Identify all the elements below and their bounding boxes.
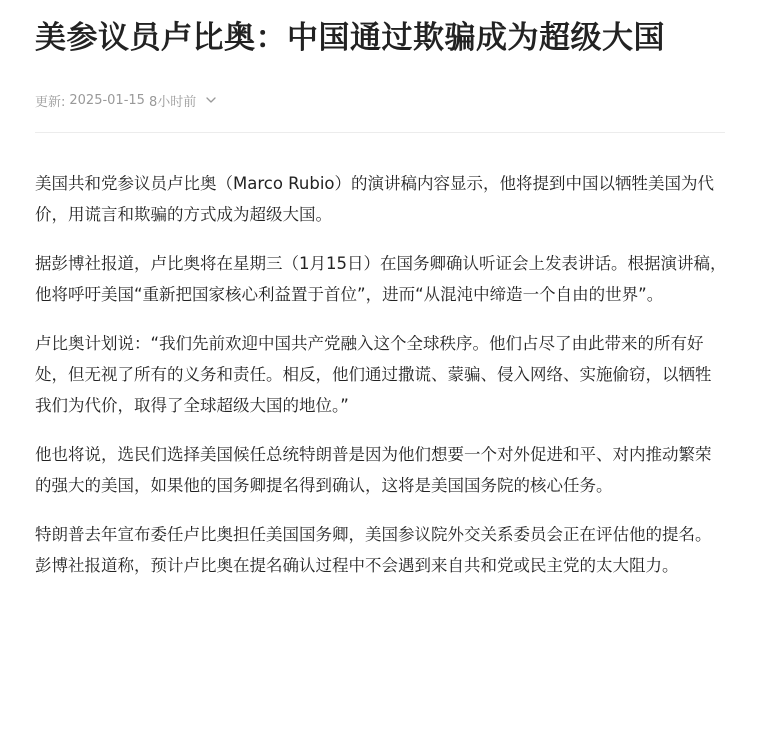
update-label: 更新: [35, 94, 66, 110]
article-body [35, 168, 725, 581]
article-paragraph: 卢比奥计划说：“我们先前欢迎中国共产党融入这个全球秩序。他们占尽了由此带来的所有好处，但无视了所有的义务和责任。相反，他们通过撒谎、蒙骗、侵入网络、实施偷窃，以牺牲我们为代价，取得了全球超级大国的地位。” [35, 334, 712, 415]
article-title: 美参议员卢比奥：中国通过欺骗成为超级大国 [35, 20, 665, 56]
article-paragraph: 美国共和党参议员卢比奥（Marco Rubio）的演讲稿内容显示，他将提到中国以牺牲美国为代价，用谎言和欺骗的方式成为超级大国。 [35, 174, 715, 224]
article-paragraph: 他也将说，选民们选择美国候任总统特朗普是因为他们想要一个对外促进和平、对内推动繁荣的强大的美国，如果他的国务卿提名得到确认，这将是美国国务院的核心任务。 [35, 445, 712, 495]
divider [35, 132, 725, 133]
chevron-down-icon[interactable] [205, 94, 217, 106]
update-date: 2025-01-15 [69, 92, 145, 108]
article-meta[interactable] [35, 90, 725, 110]
update-relative-time: 8小时前 [148, 94, 197, 110]
article-paragraph: 特朗普去年宣布委任卢比奥担任美国国务卿，美国参议院外交关系委员会正在评估他的提名。彭博社报道称，预计卢比奥在提名确认过程中不会遇到来自共和党或民主党的太大阻力。 [35, 525, 712, 575]
article-paragraph: 据彭博社报道，卢比奥将在星期三（1月15日）在国务卿确认听证会上发表讲话。根据演讲稿，他将呼吁美国“重新把国家核心利益置于首位”，进而“从混沌中缔造一个自由的世界”。 [35, 254, 727, 304]
